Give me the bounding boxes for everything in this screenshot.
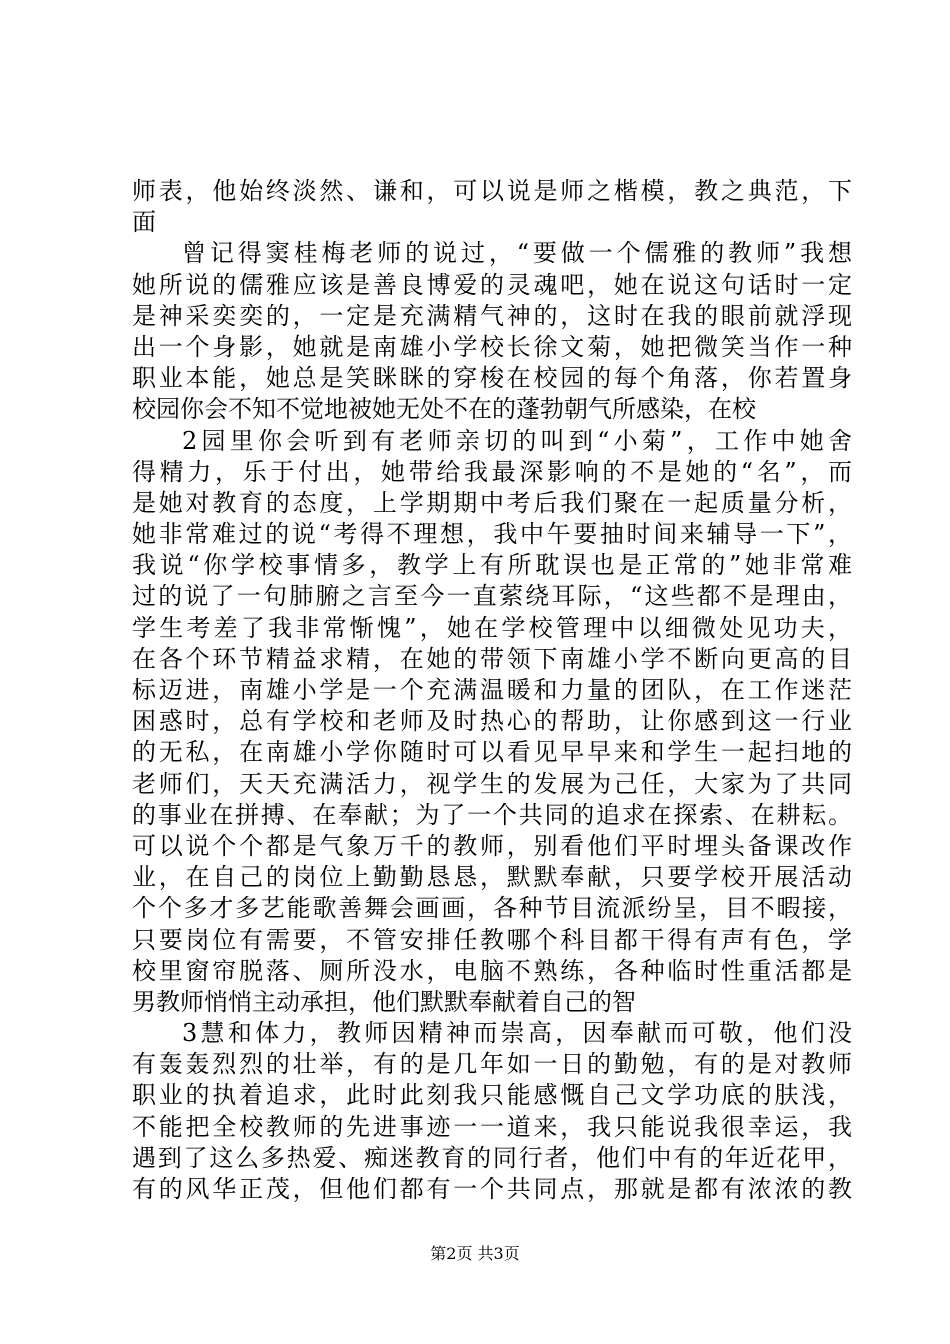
text-line: 师表，他始终淡然、谦和，可以说是师之楷模，教之典范，下 <box>132 177 852 205</box>
text-line: 她非常难过的说“考得不理想，我中午要抽时间来辅导一下”， <box>132 520 852 549</box>
text-line: 出一个身影，她就是南雄小学校长徐文菊，她把微笑当作一种 <box>132 332 852 361</box>
text-line: 不能把全校教师的先进事迹一一道来，我只能说我很幸运，我 <box>132 1112 852 1141</box>
text-line: 我说“你学校事情多，教学上有所耽误也是正常的”她非常难 <box>132 551 852 580</box>
paragraph-start-line: 3慧和体力，教师因精神而崇高，因奉献而可敬，他们没 <box>182 1019 852 1048</box>
text-line: 遇到了这么多热爱、痴迷教育的同行者，他们中有的年近花甲， <box>132 1143 852 1172</box>
text-line: 老师们，天天充满活力，视学生的发展为己任，大家为了共同 <box>132 769 852 798</box>
text-line: 个个多才多艺能歌善舞会画画，各种节目流派纷呈，目不暇接， <box>132 894 852 923</box>
text-line: 职业本能，她总是笑眯眯的穿梭在校园的每个角落，你若置身 <box>132 364 852 393</box>
text-line: 得精力，乐于付出，她带给我最深影响的不是她的“名”，而 <box>132 457 852 486</box>
paragraph-start-line: 曾记得窦桂梅老师的说过，“要做一个儒雅的教师”我想 <box>182 239 852 268</box>
text-line: 男教师悄悄主动承担，他们默默奉献着自己的智 <box>132 987 636 1016</box>
text-line: 困惑时，总有学校和老师及时热心的帮助，让你感到这一行业 <box>132 707 852 736</box>
page-number-footer: 第2页 共3页 <box>430 1244 520 1263</box>
text-line: 有轰轰烈烈的壮举，有的是几年如一日的勤勉，有的是对教师 <box>132 1050 852 1079</box>
text-line: 的事业在拼搏、在奉献；为了一个共同的追求在探索、在耕耘。 <box>132 800 852 829</box>
text-line: 职业的执着追求，此时此刻我只能感慨自己文学功底的肤浅， <box>132 1081 852 1110</box>
paragraph-start-line: 2园里你会听到有老师亲切的叫到“小菊”，工作中她舍 <box>182 426 852 455</box>
text-line: 是她对教育的态度，上学期期中考后我们聚在一起质量分析， <box>132 488 852 517</box>
text-line: 标迈进，南雄小学是一个充满温暖和力量的团队，在工作迷茫 <box>132 676 852 704</box>
text-line: 她所说的儒雅应该是善良博爱的灵魂吧，她在说这句话时一定 <box>132 270 852 299</box>
text-line: 可以说个个都是气象万千的教师，别看他们平时埋头备课改作 <box>132 831 852 860</box>
text-line: 过的说了一句肺腑之言至今一直萦绕耳际，“这些都不是理由， <box>132 582 852 611</box>
text-line: 校园你会不知不觉地被她无处不在的蓬勃朝气所感染，在校 <box>132 395 756 424</box>
text-line: 有的风华正茂，但他们都有一个共同点，那就是都有浓浓的教 <box>132 1175 852 1203</box>
text-line: 校里窗帘脱落、厕所没水，电脑不熟练，各种临时性重活都是 <box>132 956 852 985</box>
text-line: 只要岗位有需要，不管安排任教哪个科目都干得有声有色，学 <box>132 925 852 954</box>
text-line: 面 <box>132 208 156 237</box>
text-line: 在各个环节精益求精，在她的带领下南雄小学不断向更高的目 <box>132 644 852 673</box>
document-body <box>132 176 852 1205</box>
text-line: 学生考差了我非常惭愧”，她在学校管理中以细微处见功夫， <box>132 613 852 642</box>
text-line: 是神采奕奕的，一定是充满精气神的，这时在我的眼前就浮现 <box>132 301 852 330</box>
text-line: 业，在自己的岗位上勤勤恳恳，默默奉献，只要学校开展活动 <box>132 863 852 892</box>
text-line: 的无私，在南雄小学你随时可以看见早早来和学生一起扫地的 <box>132 738 852 767</box>
